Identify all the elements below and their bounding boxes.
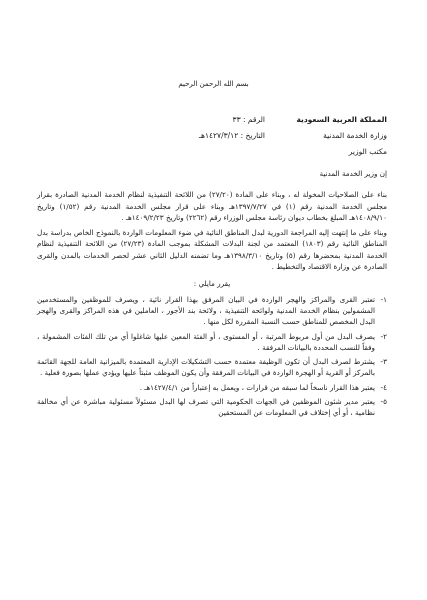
- list-item: [37, 396, 387, 419]
- list-item: [37, 294, 387, 328]
- item-text: تعتبر القرى والمراكز والهجر الواردة في البيان المرفق بهذا القرار نائية ، ويصرف للموظفين والمستخدمين المشمولين بنظام الخدمة المدنية ولوائحه التنفيذية ، ولائحة بند الأجور ، العاملين في هذه المراكز والقرى والهجر البدل المخصص للمناطق حسب النسبة المقررة لكل منها .: [37, 294, 375, 327]
- paragraph-review: وبناء على ما إنتهت إليه المراجعة الدورية لبدل المناطق النائية في ضوء المعلومات الواردة بالنموذج الخاص بدراسة بدل المناطق النائية رقم (١٨٠٣) المعتمد من لجنة البدلات المشكلة بموجب المادة (٢٧/٢٣) من اللائحة التنفيذية لنظام الخدمة المدنية بمحضرها رقم (٥) وتاريخ ١٣٩٨/٣/١٠هـ وما تضمنه الدليل الثاني عشر لحصر الخدمات بالمدن والقرى الصادرة عن وزارة الاقتصاد والتخطيط .: [37, 228, 387, 272]
- office-name: مكتب الوزير: [348, 147, 387, 156]
- item-text: يعتبر مدير شئون الموظفين في الجهات الحكومية التي تصرف لها البدل مسئولاً مسئولية مباشرة عن أي مخالفة نظامية ، أو أي إختلاف في المعلومات عن المستحقين: [37, 397, 375, 418]
- reference-number: الرقم : ٣٣: [232, 115, 265, 124]
- list-item: [37, 356, 387, 379]
- list-item: [37, 331, 387, 354]
- letterhead-left: [115, 112, 265, 144]
- paragraph-authority: بناء على الصلاحيات المخولة له ، وبناء على المادة (٢٧/٢٠) من اللائحة التنفيذية لنظام الخدمة المدنية الصادرة بقرار مجلس الخدمة المدنية رقم (١) في ١٣٩٧/٧/٢٧هـ وبناء على قرار مجلس الخدمة المدنية رقم (١/٥٢) وتاريخ ١٤٠٨/٩/١٠هـ المبلغ بخطاب ديوان رئاسة مجلس الوزراء رقم (٢٢٦٢) وتاريخ ١٤٠٩/٢/٢٣هـ .: [37, 190, 388, 222]
- item-number: ٢-: [380, 331, 387, 341]
- item-text: يصرف البدل من أول مربوط المرتبة ، أو المستوى ، أو الفئة المعين عليها شاغلوا أي من تلك الفئات المشمولة ، وفقاً للنسب المحددة بالبيانات المرفقة .: [37, 331, 375, 352]
- basmala: بسم الله الرحمن الرحيم: [178, 80, 249, 88]
- decides-heading: يقرر مايلي :: [193, 279, 231, 289]
- item-number: ٥-: [380, 397, 387, 407]
- item-number: ٣-: [380, 357, 387, 367]
- item-number: ١-: [380, 294, 387, 304]
- item-number: ٤-: [380, 382, 387, 392]
- list-item: [37, 382, 387, 393]
- document-date: التاريخ : ١٤٢٧/٣/١٢هـ: [198, 131, 265, 140]
- kingdom-name: المملكة العربية السعودية: [296, 115, 387, 124]
- item-text: يعتبر هذا القرار ناسخاً لما سبقه من قرارات ، ويعمل به إعتباراً من ١٤٢٧/٤/١هـ .: [139, 382, 375, 392]
- ministry-name: وزارة الخدمة المدنية: [323, 131, 387, 140]
- address-line: إن وزير الخدمة المدنية: [319, 169, 387, 178]
- item-text: يشترط لصرف البدل أن تكون الوظيفة معتمدة حسب التشكيلات الإدارية المعتمدة بالميزانية العامة للجهة القائمة بالمركز أو القرية أو الهجرة الواردة في البيانات المرفقة وأن يكون الموظف مثبتاً عليها ويؤدي عملها بصورة فعلية .: [37, 357, 375, 378]
- decision-body: [37, 168, 387, 422]
